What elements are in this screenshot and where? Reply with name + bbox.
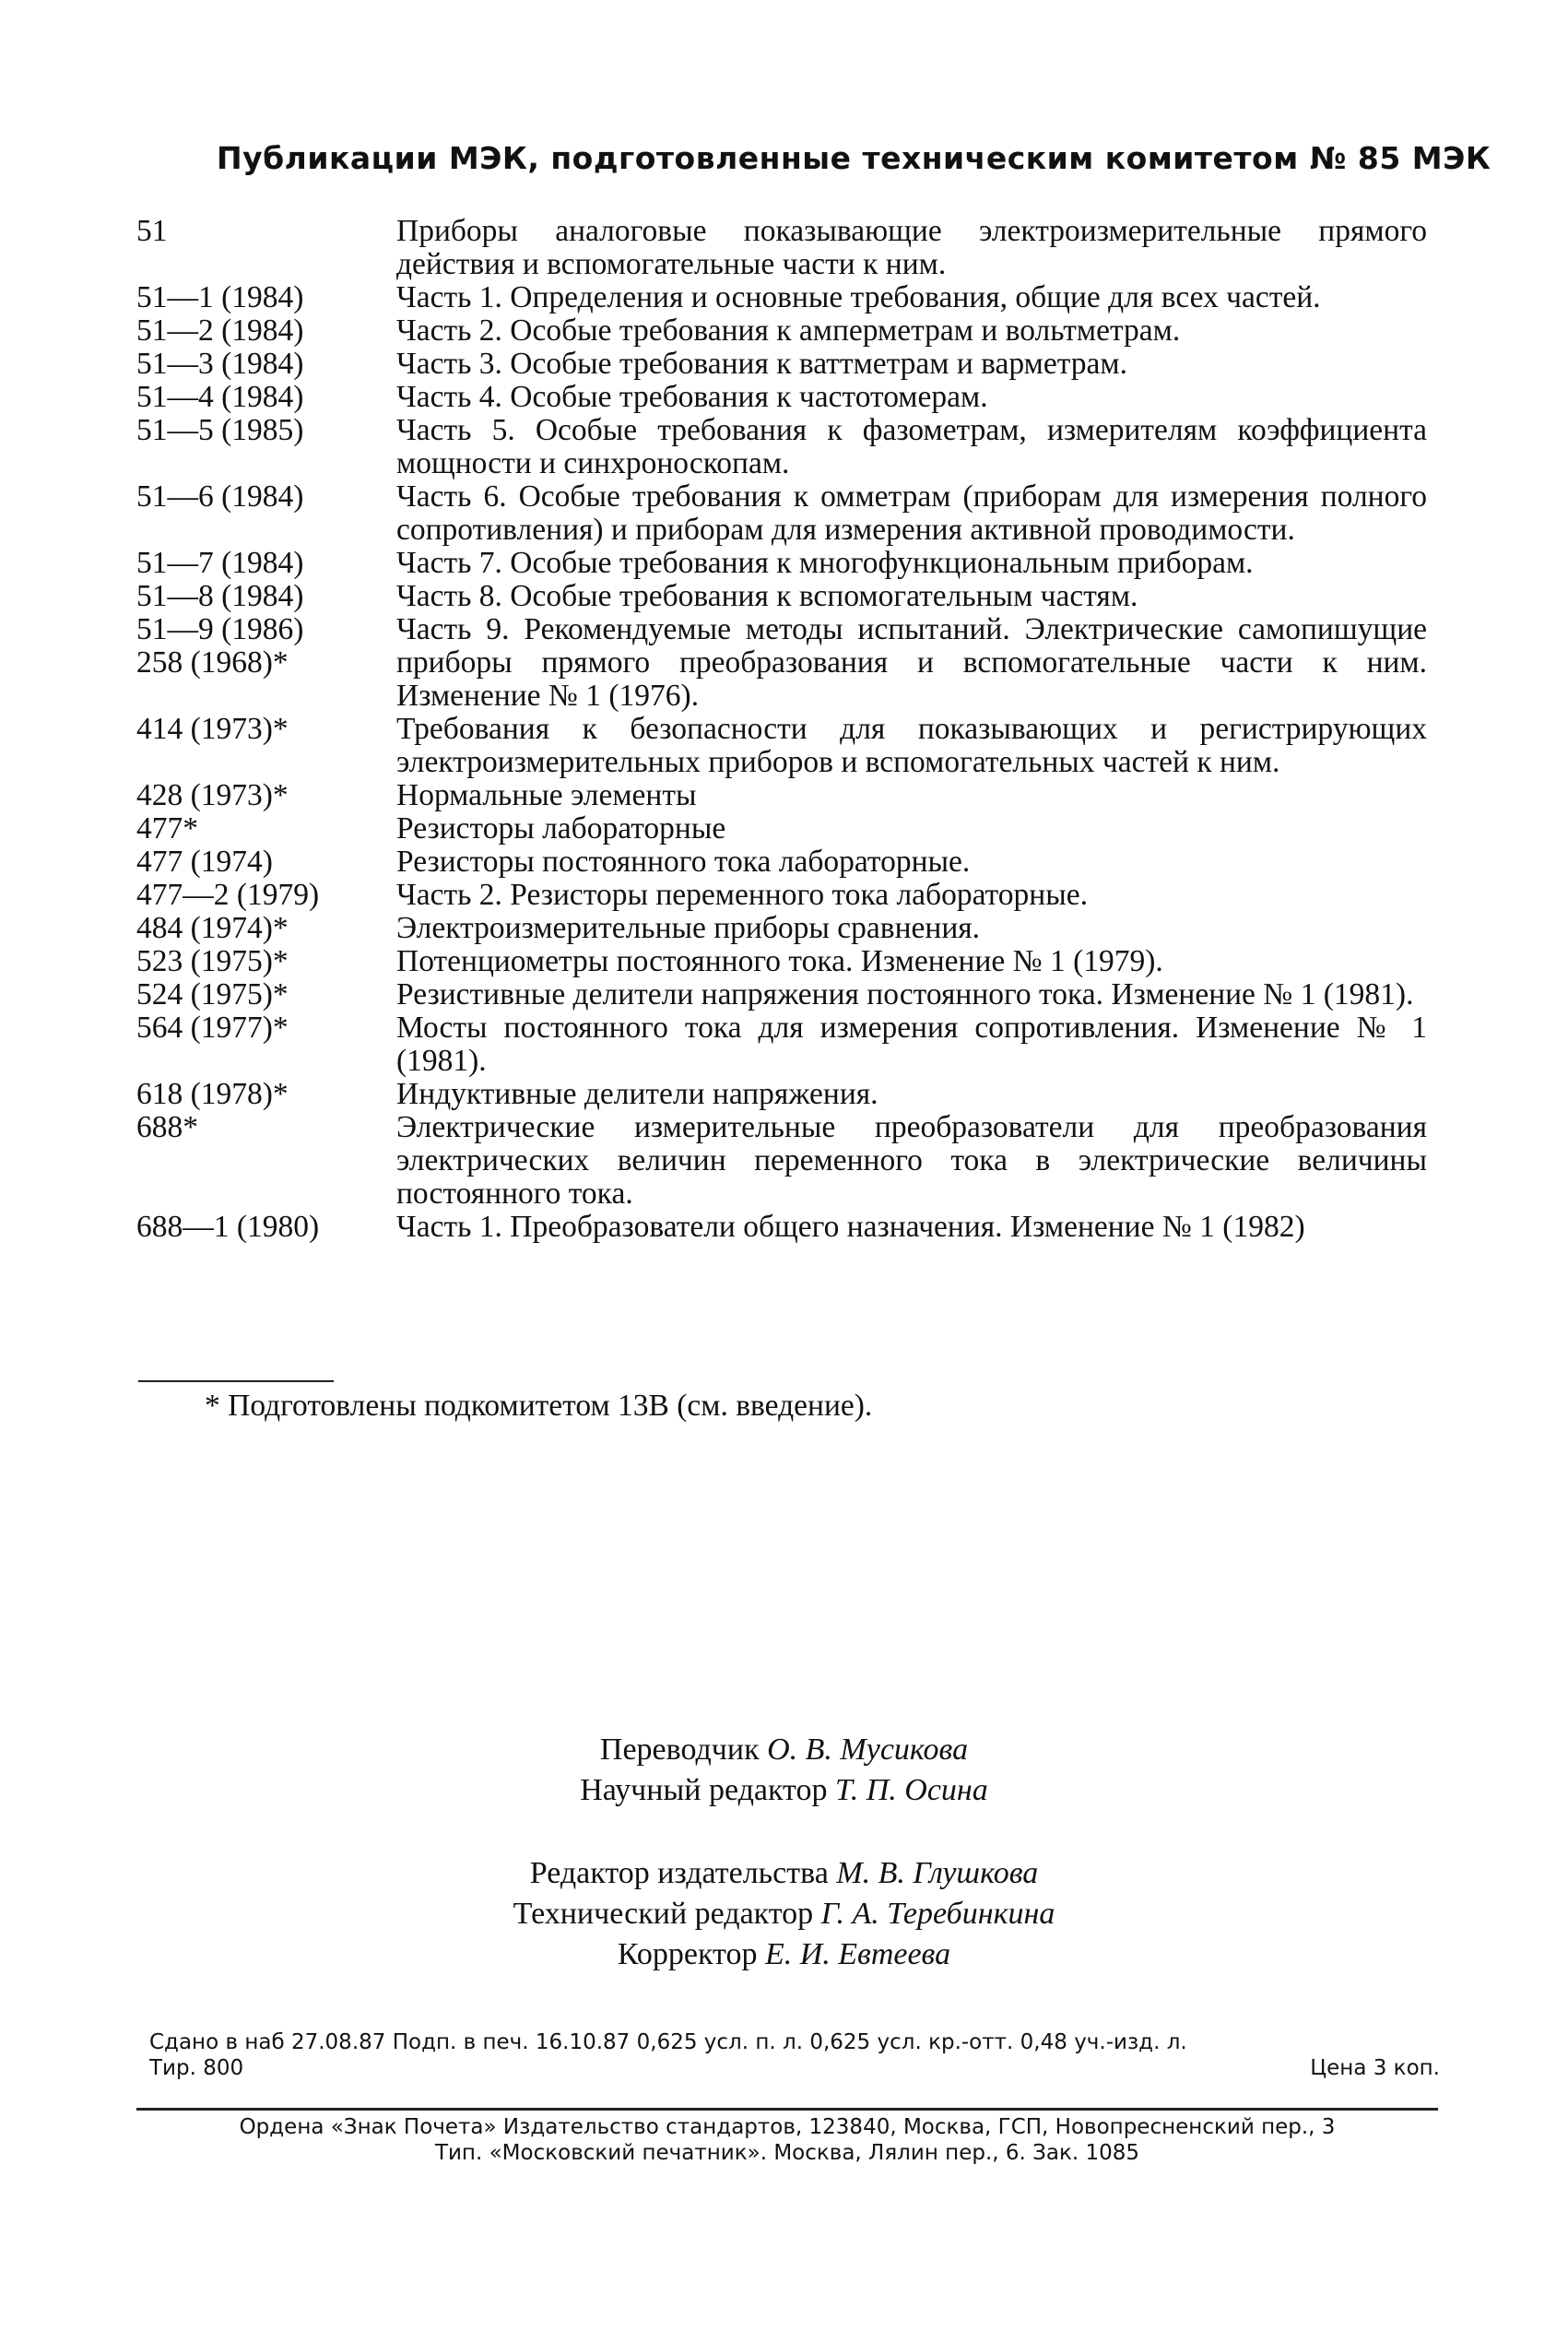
credit-name: Г. А. Теребинкина <box>820 1897 1055 1931</box>
imprint-run-price <box>149 2055 1440 2081</box>
publication-code: 51—3 (1984) <box>136 347 304 381</box>
credit-role: Научный редактор <box>580 1773 828 1807</box>
credit-name: Т. П. Осина <box>834 1773 988 1807</box>
publication-code: 51—1 (1984) <box>136 280 304 314</box>
publication-title: Требования к безопасности для показывающих и регистрирующих электроизмерительных приборов и вспомогательных частей к ним. <box>396 712 1427 779</box>
publication-code: 477* <box>136 811 198 846</box>
publication-code: 428 (1973)* <box>136 778 289 812</box>
credit-line-scientific-editor <box>0 1770 1568 1811</box>
publication-title: Часть 5. Особые требования к фазометрам, измерителям коэффициента мощности и синхроноскопам. <box>396 413 1427 480</box>
credit-name: О. В. Мусикова <box>767 1733 969 1767</box>
publication-code: 484 (1974)* <box>136 911 289 945</box>
publication-title: Индуктивные делители напряжения. <box>396 1077 878 1111</box>
publication-code: 618 (1978)* <box>136 1077 289 1111</box>
credit-name: М. В. Глушкова <box>836 1856 1039 1890</box>
list-item <box>136 281 1427 314</box>
publication-title: Мосты постоянного тока для измерения сопротивления. Изменение № 1 (1981). <box>396 1011 1427 1078</box>
publication-code: 477—2 (1979) <box>136 878 320 912</box>
imprint-run: Тир. 800 <box>149 2056 244 2080</box>
publication-title: Часть 4. Особые требования к частотомерам. <box>396 380 988 414</box>
publication-title: Часть 2. Резисторы переменного тока лабораторные. <box>396 878 1088 912</box>
publication-title: Нормальные элементы <box>396 778 697 812</box>
publisher-line: Ордена «Знак Почета» Издательство стандартов, 123840, Москва, ГСП, Новопресненский пер., 3 <box>239 2115 1336 2139</box>
credit-line-technical-editor <box>0 1894 1568 1934</box>
credit-role: Переводчик <box>599 1733 760 1767</box>
list-item <box>136 912 1427 945</box>
publication-code: 564 (1977)* <box>136 1011 289 1045</box>
list-item <box>136 812 1427 846</box>
list-item <box>136 945 1427 978</box>
publication-code: 414 (1973)* <box>136 712 289 746</box>
footnote-divider <box>138 1380 334 1382</box>
publication-code: 523 (1975)* <box>136 944 289 978</box>
publication-title: Часть 3. Особые требования к ваттметрам и варметрам. <box>396 347 1127 381</box>
list-item <box>136 348 1427 381</box>
list-item <box>136 1078 1427 1111</box>
credit-role: Корректор <box>617 1937 758 1971</box>
list-item <box>136 1011 1427 1078</box>
publication-title: Электрические измерительные преобразователи для преобразования электрических величин переменного тока в электрические величины постоянного тока. <box>396 1110 1427 1211</box>
publication-code: 524 (1975)* <box>136 977 289 1011</box>
publication-code: 51 <box>136 214 168 248</box>
imprint-divider <box>136 2108 1438 2111</box>
credits-publishing <box>0 1853 1568 1975</box>
credit-line-corrector <box>0 1934 1568 1975</box>
publications-list <box>136 215 1427 1244</box>
list-item <box>136 779 1427 812</box>
publisher-block <box>136 2114 1438 2166</box>
list-item <box>136 846 1427 879</box>
list-item <box>136 314 1427 348</box>
list-item <box>136 580 1427 613</box>
list-item <box>136 879 1427 912</box>
publication-title: Часть 6. Особые требования к омметрам (приборам для измерения полного сопротивления) и приборам для измерения активной проводимости. <box>396 479 1427 547</box>
imprint-print-data: Сдано в наб 27.08.87 Подп. в печ. 16.10.87 0,625 усл. п. л. 0,625 усл. кр.-отт. 0,48 уч.-изд. л. <box>149 2030 1187 2054</box>
list-item <box>136 381 1427 414</box>
publication-code: 258 (1968)* <box>136 645 289 680</box>
publication-code: 51—9 (1986) <box>136 612 304 646</box>
publication-title: Резисторы лабораторные <box>396 811 726 846</box>
list-item <box>136 1111 1427 1211</box>
list-item <box>136 480 1427 547</box>
publication-code: 477 (1974) <box>136 845 273 879</box>
imprint-block <box>149 2029 1440 2081</box>
list-item <box>136 1211 1427 1244</box>
credit-name: Е. И. Евтеева <box>764 1937 951 1971</box>
publication-title: Часть 8. Особые требования к вспомогательным частям. <box>396 579 1138 613</box>
credit-line-translator <box>0 1730 1568 1770</box>
publication-title: Часть 1. Определения и основные требования, общие для всех частей. <box>396 280 1321 314</box>
list-item <box>136 978 1427 1011</box>
printer-line: Тип. «Московский печатник». Москва, Лялин пер., 6. Зак. 1085 <box>434 2141 1140 2165</box>
credit-role: Редактор издательства <box>529 1856 829 1890</box>
publication-title: Приборы аналоговые показывающие электроизмерительные прямого действия и вспомогательные части к ним. <box>396 214 1427 281</box>
publication-code: 51—6 (1984) <box>136 479 304 514</box>
list-item <box>136 414 1427 480</box>
imprint-price: Цена 3 коп. <box>1310 2056 1440 2080</box>
publication-title: Резисторы постоянного тока лабораторные. <box>396 845 971 879</box>
publication-title: Потенциометры постоянного тока. Изменение № 1 (1979). <box>396 944 1163 978</box>
publication-code: 688—1 (1980) <box>136 1210 320 1244</box>
publication-code: 51—7 (1984) <box>136 546 304 580</box>
credit-line-publishing-editor <box>0 1853 1568 1894</box>
list-item <box>136 215 1427 281</box>
publication-title: Часть 7. Особые требования к многофункциональным приборам. <box>396 546 1254 580</box>
publication-title: Электроизмерительные приборы сравнения. <box>396 911 981 945</box>
list-item <box>136 713 1427 779</box>
publication-code: 51—2 (1984) <box>136 313 304 348</box>
footnote: * Подготовлены подкомитетом 13В (см. введение). <box>205 1389 873 1423</box>
publication-code: 51—5 (1985) <box>136 413 304 447</box>
credit-role: Технический редактор <box>513 1897 814 1931</box>
publication-code: 688* <box>136 1110 198 1144</box>
publication-code: 51—4 (1984) <box>136 380 304 414</box>
publication-title: Часть 1. Преобразователи общего назначения. Изменение № 1 (1982) <box>396 1210 1305 1244</box>
publication-title: Резистивные делители напряжения постоянного тока. Изменение № 1 (1981). <box>396 977 1414 1011</box>
publication-title: Часть 2. Особые требования к амперметрам и вольтметрам. <box>396 313 1181 348</box>
credits-translation <box>0 1730 1568 1811</box>
page-heading: Публикации МЭК, подготовленные техническим комитетом № 85 МЭК <box>217 140 1491 176</box>
publication-title: Часть 9. Рекомендуемые методы испытаний. Электрические самопишущие приборы прямого преобразования и вспомогательные части к ним. Изменение № 1 (1976). <box>396 612 1427 713</box>
publication-code: 51—8 (1984) <box>136 579 304 613</box>
list-item <box>136 547 1427 580</box>
